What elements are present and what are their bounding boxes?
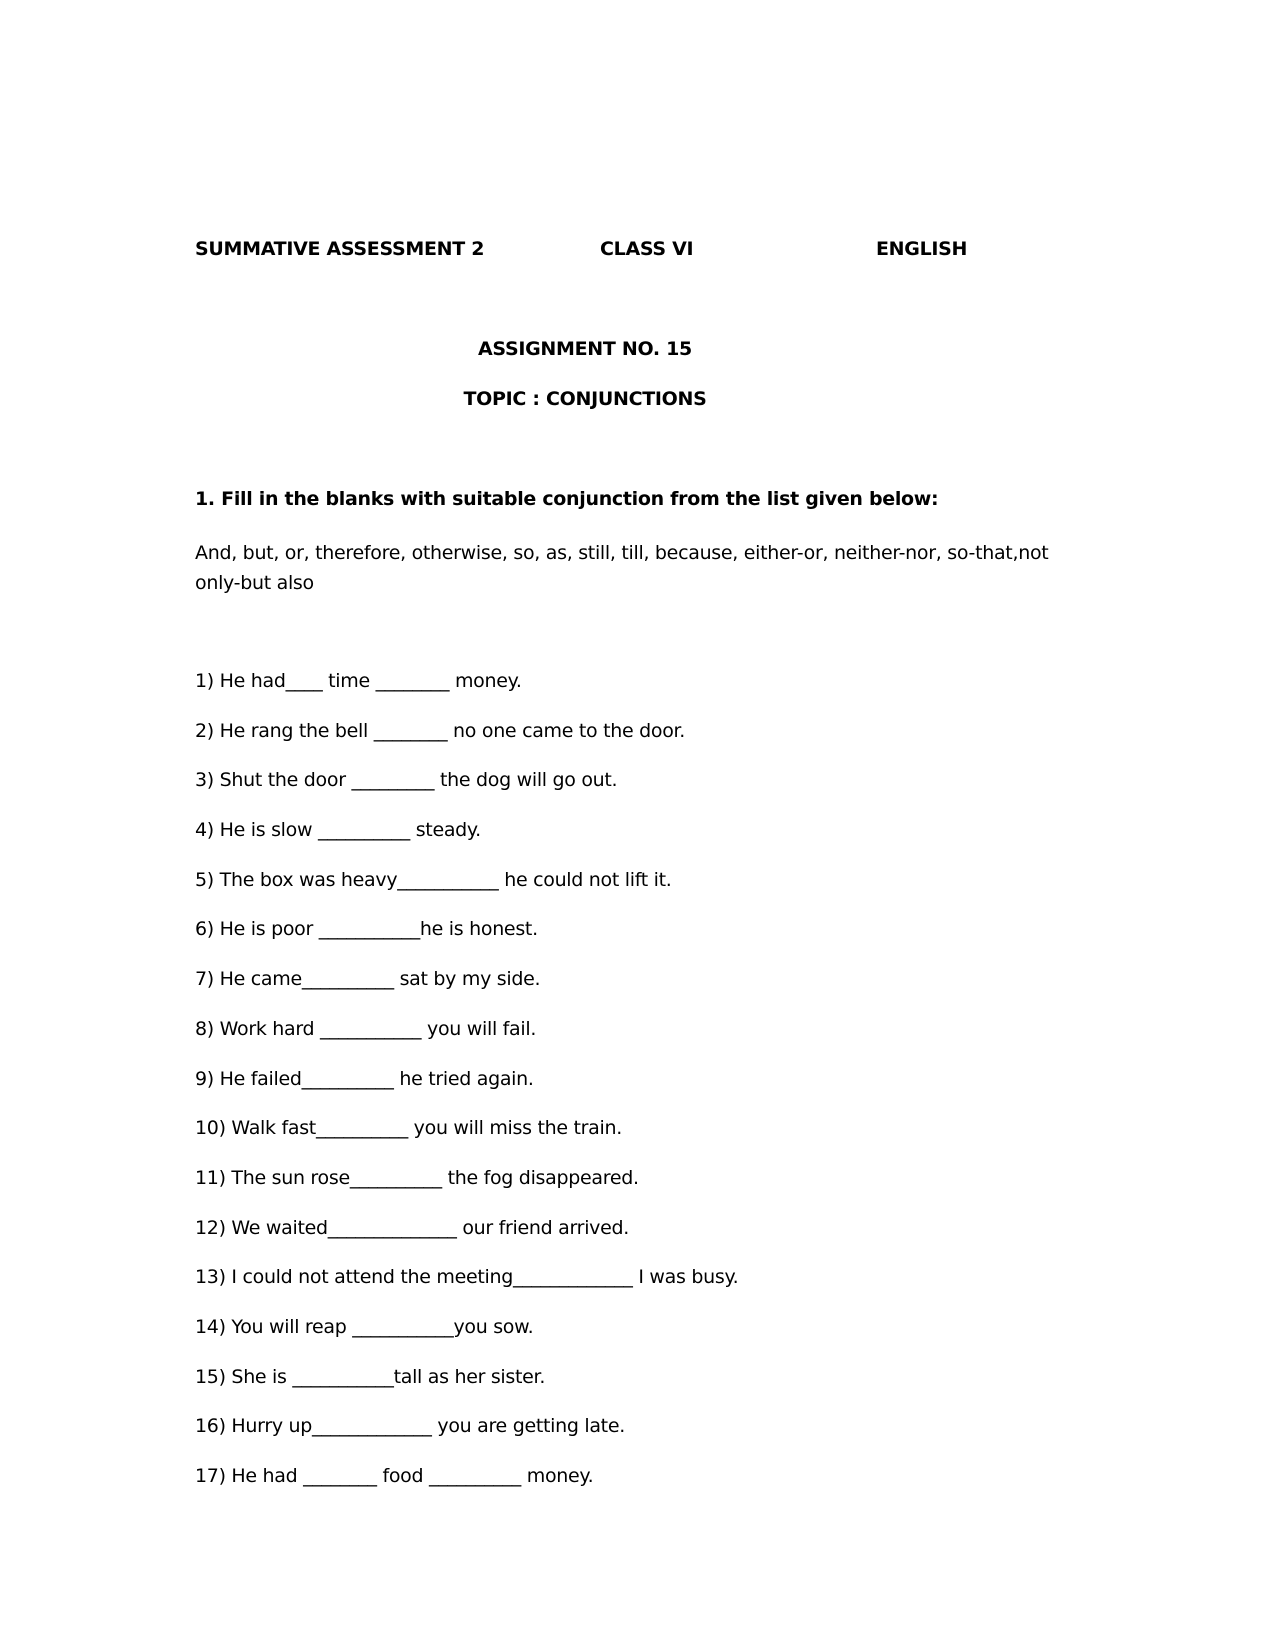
exercise-item-8: 8) Work hard ___________ you will fail. bbox=[195, 1017, 537, 1040]
exercise-item-13: 13) I could not attend the meeting_____________ I was busy. bbox=[195, 1266, 739, 1289]
exercise-item-16: 16) Hurry up_____________ you are getting late. bbox=[195, 1415, 625, 1438]
assessment-title: SUMMATIVE ASSESSMENT 2 bbox=[195, 238, 485, 260]
topic-title: TOPIC : CONJUNCTIONS bbox=[463, 388, 707, 410]
exercise-item-9: 9) He failed__________ he tried again. bbox=[195, 1067, 534, 1090]
subject-label: ENGLISH bbox=[876, 238, 968, 260]
exercise-item-14: 14) You will reap ___________you sow. bbox=[195, 1315, 534, 1338]
exercise-list bbox=[195, 666, 738, 1511]
exercise-item-7: 7) He came__________ sat by my side. bbox=[195, 968, 541, 991]
assignment-number: ASSIGNMENT NO. 15 bbox=[478, 338, 692, 360]
conjunction-word-list: And, but, or, therefore, otherwise, so, as, still, till, because, either-or, neither-nor, so-that,not only-but also bbox=[195, 542, 1049, 594]
question-heading: 1. Fill in the blanks with suitable conjunction from the list given below: bbox=[195, 488, 939, 510]
exercise-item-11: 11) The sun rose__________ the fog disappeared. bbox=[195, 1166, 639, 1189]
exercise-item-6: 6) He is poor ___________he is honest. bbox=[195, 918, 538, 941]
exercise-item-10: 10) Walk fast__________ you will miss the train. bbox=[195, 1117, 622, 1140]
exercise-item-17: 17) He had ________ food __________ money. bbox=[195, 1465, 594, 1487]
exercise-item-3: 3) Shut the door _________ the dog will go out. bbox=[195, 769, 618, 792]
exercise-item-15: 15) She is ___________tall as her sister. bbox=[195, 1365, 546, 1388]
exercise-item-12: 12) We waited______________ our friend arrived. bbox=[195, 1216, 630, 1239]
exercise-item-5: 5) The box was heavy___________ he could not lift it. bbox=[195, 868, 672, 891]
exercise-item-1: 1) He had____ time ________ money. bbox=[195, 670, 522, 692]
exercise-item-4: 4) He is slow __________ steady. bbox=[195, 819, 481, 842]
class-label: CLASS VI bbox=[600, 238, 694, 260]
exercise-item-2: 2) He rang the bell ________ no one came to the door. bbox=[195, 719, 686, 742]
